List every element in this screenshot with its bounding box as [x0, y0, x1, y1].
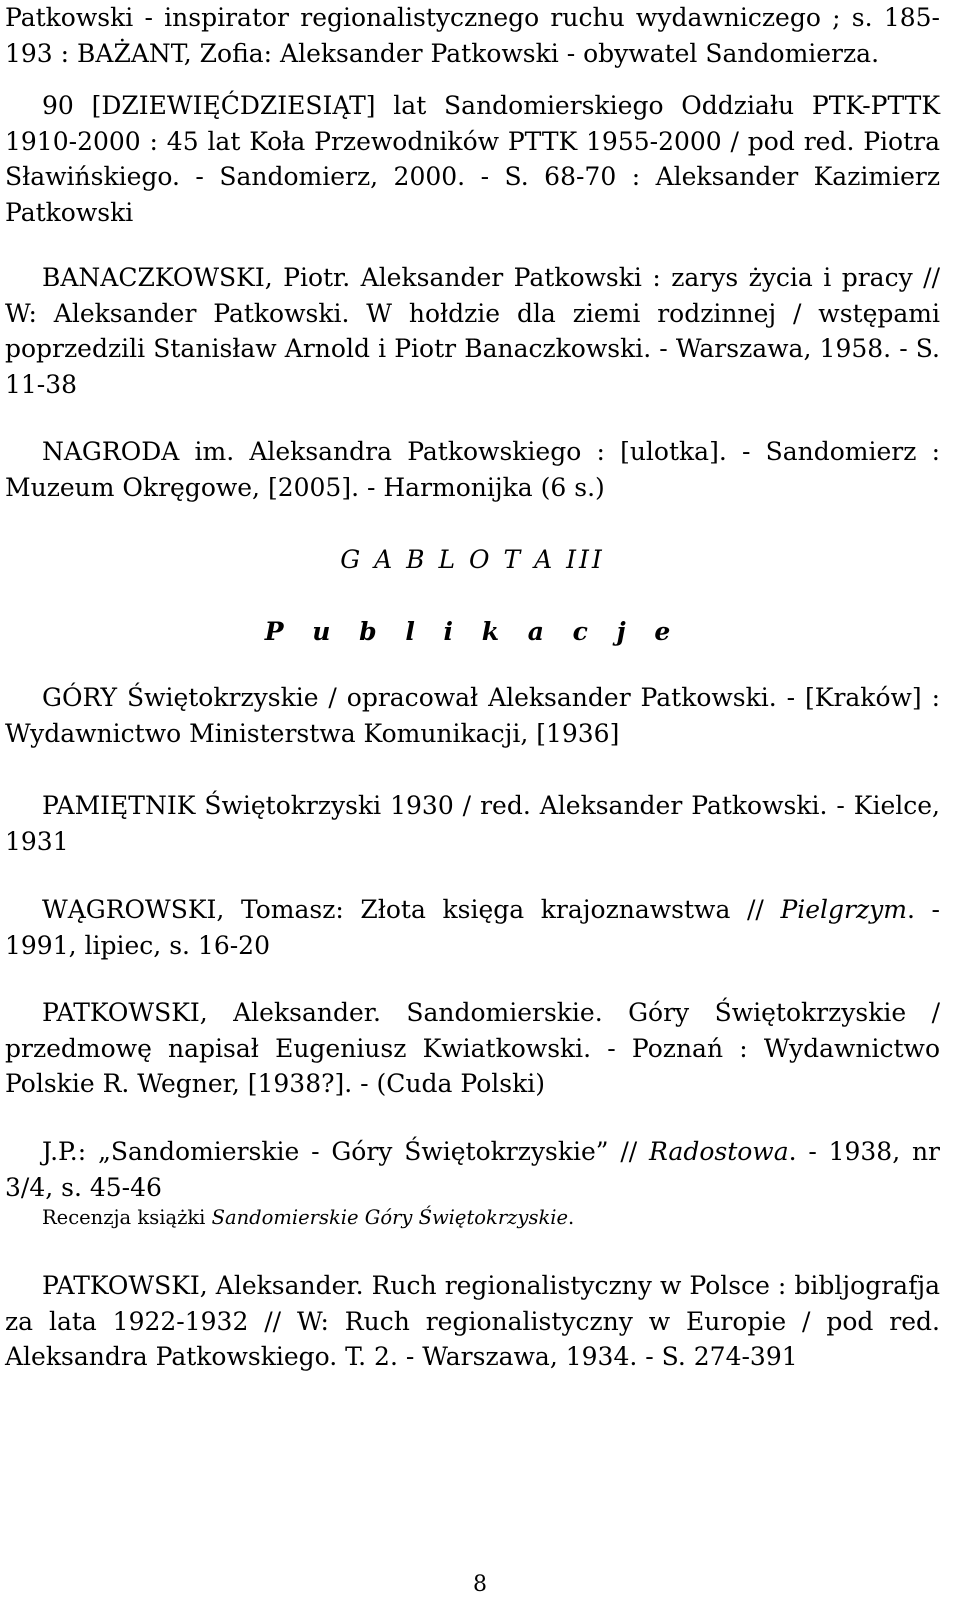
- entry-text: WĄGROWSKI, Tomasz: Złota księga krajoznawstwa //: [42, 895, 764, 924]
- page-number: 8: [473, 1572, 487, 1597]
- bibliography-entry-wagrowski: [5, 892, 940, 963]
- entry-text: . - 1938, nr 3/4, s. 45-46: [5, 1137, 941, 1202]
- journal-title: Radostowa: [649, 1137, 789, 1166]
- book-title: Sandomierskie Góry Świętokrzyskie: [211, 1206, 569, 1229]
- bibliography-entry-patkowski-sandomierskie: PATKOWSKI, Aleksander. Sandomierskie. Góry Świętokrzyskie / przedmowę napisał Eugeniusz Kwiatkowski. - Poznań : Wydawnictwo Polskie R. Wegner, [1938?]. - (Cuda Polski): [5, 998, 940, 1099]
- bibliography-entry-90-lat-pttk: 90 [DZIEWIĘĆDZIESIĄT] lat Sandomierskiego Oddziału PTK-PTTK 1910-2000 : 45 lat Koła Przewodników PTTK 1955-2000 / pod red. Piotra Sławińskiego. - Sandomierz, 2000. - S. 68-70 : Aleksander Kazimierz Patkowski: [5, 91, 940, 227]
- bibliography-entry-jp-review: [5, 1134, 940, 1205]
- entry-text: J.P.: „Sandomierskie - Góry Świętokrzyskie” //: [42, 1137, 650, 1166]
- bibliography-entry-banaczkowski: BANACZKOWSKI, Piotr. Aleksander Patkowski : zarys życia i pracy // W: Aleksander Patkowski. W hołdzie dla ziemi rodzinnej / wstępami poprzedzili Stanisław Arnold i Piotr Banaczkowski. - Warszawa, 1958. - S. 11-38: [5, 263, 940, 399]
- journal-title: Pielgrzym: [780, 895, 907, 924]
- entry-text: . - 1991, lipiec, s. 16-20: [5, 895, 941, 960]
- bibliography-entry-pamietnik: PAMIĘTNIK Świętokrzyski 1930 / red. Aleksander Patkowski. - Kielce, 1931: [5, 791, 940, 856]
- note-text: .: [568, 1206, 575, 1229]
- section-subheading-publikacje: P u b l i k a c j e: [264, 617, 681, 646]
- bibliography-entry-gory-swietokrzyskie: GÓRY Świętokrzyskie / opracował Aleksander Patkowski. - [Kraków] : Wydawnictwo Ministerstwa Komunikacji, [1936]: [5, 683, 940, 748]
- section-heading-gablota: G A B L O T A III: [340, 545, 605, 574]
- bibliography-entry-nagroda: NAGRODA im. Aleksandra Patkowskiego : [ulotka]. - Sandomierz : Muzeum Okręgowe, [2005]. - Harmonijka (6 s.): [5, 437, 940, 502]
- bibliography-entry-ruch-regionalistyczny: PATKOWSKI, Aleksander. Ruch regionalistyczny w Polsce : bibljografja za lata 1922-1932 // W: Ruch regionalistyczny w Europie / pod red. Aleksandra Patkowskiego. T. 2. - Warszawa, 1934. - S. 274-391: [5, 1271, 940, 1372]
- bibliography-entry-bazant: Patkowski - inspirator regionalistycznego ruchu wydawniczego ; s. 185-193 : BAŻANT, Zofia: Aleksander Patkowski - obywatel Sandomierza.: [5, 3, 940, 68]
- note-text: Recenzja książki: [42, 1206, 212, 1229]
- review-note: [5, 1203, 940, 1233]
